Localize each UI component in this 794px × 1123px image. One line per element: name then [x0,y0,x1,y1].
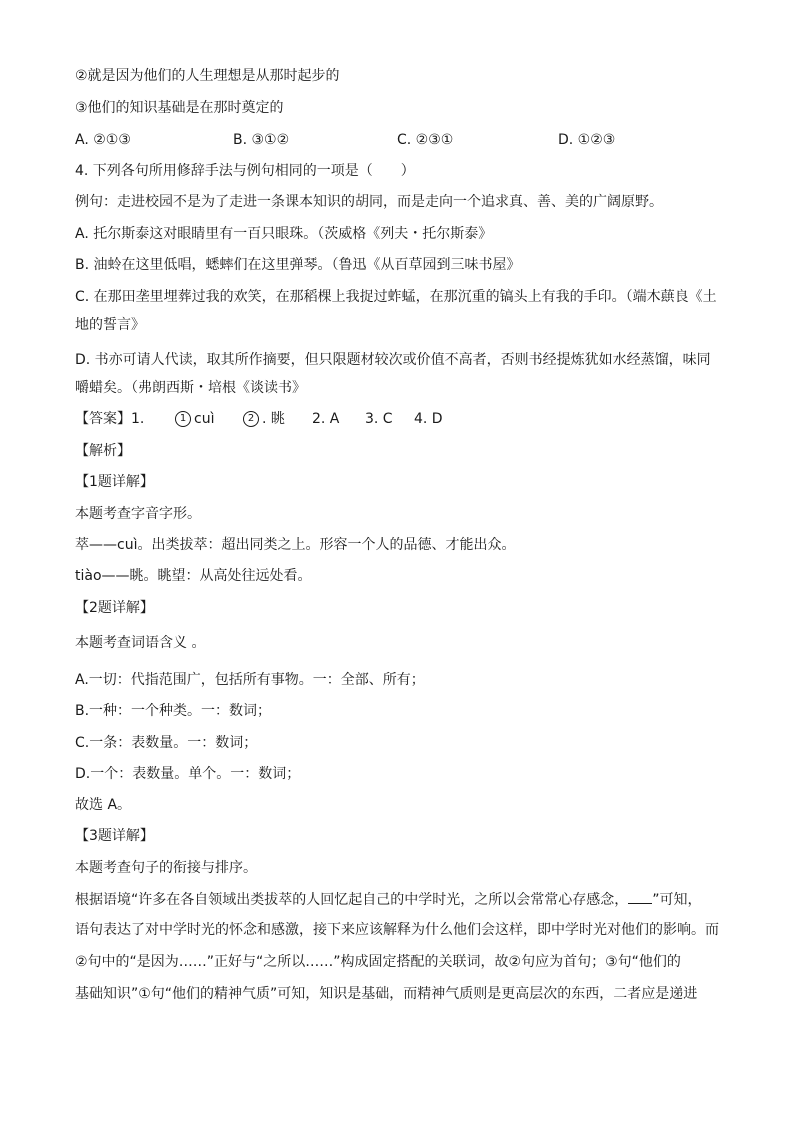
q3-options [75,130,725,150]
q2-analysis-option-d: D.一个：表数量。单个。一：数词； [75,766,301,782]
q2-analysis-option-c: C.一条：表数量。一：数词； [75,735,258,751]
analysis-tag: 【解析】 [75,443,131,459]
answer-4: 4. D [414,411,443,427]
q3-analysis-line4: ②句中的“是因为……”正好与“之所以……”构成固定搭配的关联词，故②句应为首句；③句“他们的 [75,954,681,970]
fill-in-blank [628,889,652,904]
q2-analysis-option-a: A.一切：代指范围广，包括所有事物。一：全部、所有； [75,672,425,688]
answer-1-part-1 [175,409,214,429]
q4-stem: 4. 下列各句所用修辞手法与例句相同的一项是（ ） [75,163,415,179]
q4-option-b: B. 油蛉在这里低唱，蟋蟀们在这里弹琴。（鲁迅《从百草园到三味书屋》 [75,257,521,273]
q1-analysis-line3: tiào——眺。眺望：从高处往远处看。 [75,568,312,584]
answer-2: 2. A [312,411,340,427]
q3-analysis-line3: 语句表达了对中学时光的怀念和感激，接下来应该解释为什么他们会这样，即中学时光对他们的影响。而 [75,922,719,938]
q2-analysis-option-b: B.一种：一个种类。一：数词； [75,703,272,719]
q4-option-c-line2: 地的誓言》 [75,317,145,333]
q3-analysis-line2-part1: 根据语境“许多在各自领域出类拔萃的人回忆起自己的中学时光，之所以会常常心存感念， [75,892,629,908]
q3-analysis-line1: 本题考查句子的衔接与排序。 [75,860,257,876]
answer-1-pinyin: cuì [194,411,215,427]
answer-3: 3. C [365,411,393,427]
q3-option-b: B. ③①② [233,132,290,148]
q4-option-c-line1: C. 在那田垄里埋葬过我的欢笑，在那稻棵上我捉过蚱蜢，在那沉重的镐头上有我的手印。（端木蕻良《土 [75,289,717,305]
q2-analysis-conclusion: 故选 A。 [75,797,132,813]
answer-tag: 【答案】 [75,411,131,427]
answer-1-part-2 [243,409,285,429]
answer-1-char: . 眺 [262,411,285,427]
q3-option-d: D. ①②③ [558,132,616,148]
q3-analysis-line2 [75,889,725,910]
answer-1-number: 1. [131,411,145,427]
q3-analysis-line5: 基础知识”①句“他们的精神气质”可知，知识是基础，而精神气质则是更高层次的东西，二者应是递进 [75,986,698,1002]
q3-option-a: A. ②①③ [75,132,131,148]
statement-2: ②就是因为他们的人生理想是从那时起步的 [75,68,340,84]
statement-3: ③他们的知识基础是在那时奠定的 [75,100,284,116]
q2-analysis-heading: 【2题详解】 [75,600,154,616]
q1-analysis-line1: 本题考查字音字形。 [75,506,201,522]
q2-analysis-line1: 本题考查词语含义 。 [75,635,206,651]
q1-analysis-line2: 萃——cuì。出类拔萃：超出同类之上。形容一个人的品德、才能出众。 [75,537,516,553]
q4-option-d-line1: D. 书亦可请人代读，取其所作摘要，但只限题材较次或价值不高者，否则书经提炼犹如水经蒸馏，味同 [75,352,711,368]
q1-analysis-heading: 【1题详解】 [75,474,154,490]
q4-option-a: A. 托尔斯泰这对眼睛里有一百只眼珠。（茨威格《列夫・托尔斯泰》 [75,226,493,242]
q3-option-c: C. ②③① [397,132,454,148]
circled-number-1: 1 [175,411,191,427]
q3-analysis-heading: 【3题详解】 [75,828,154,844]
circled-number-2: 2 [243,411,259,427]
q4-option-d-line2: 嚼蜡矣。（弗朗西斯・培根《谈读书》 [75,380,306,396]
q3-analysis-line2-part2: ”可知， [652,892,702,908]
q4-example: 例句：走进校园不是为了走进一条课本知识的胡同，而是走向一个追求真、善、美的广阔原野。 [75,194,663,210]
